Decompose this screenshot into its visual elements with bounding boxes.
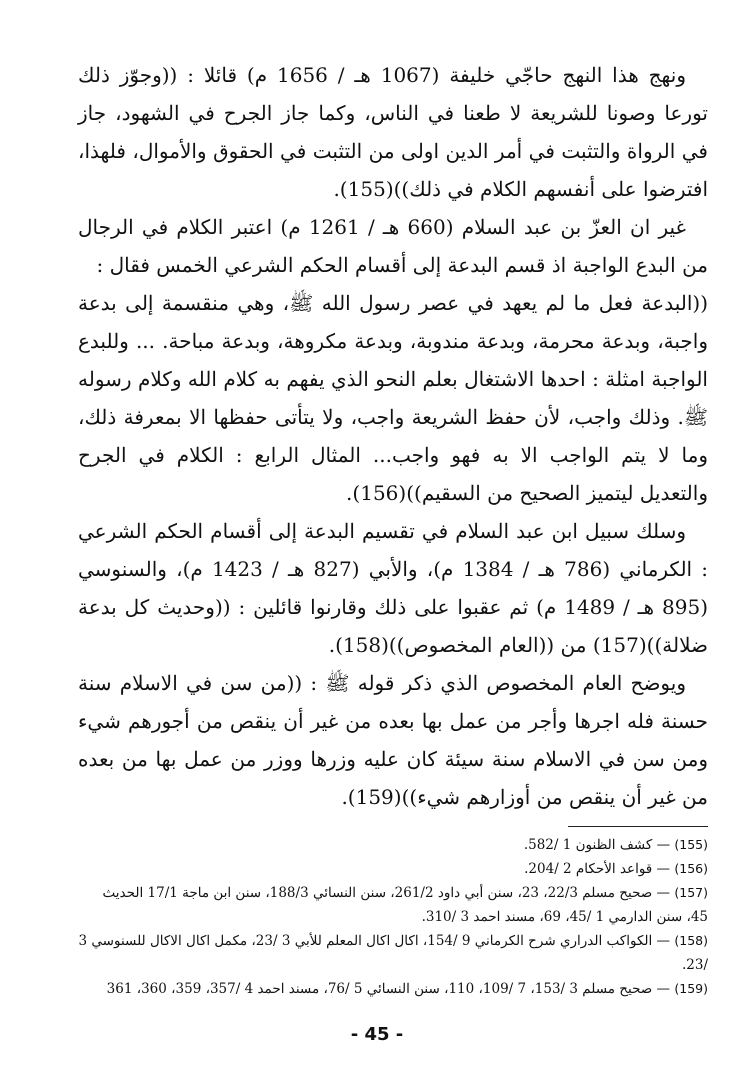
paragraph-5: ويوضح العام المخصوص الذي ذكر قوله ﷺ : ((من سن في الاسلام سنة حسنة فله اجرها وأجر من عمل بها بعده من غير أن ينقص من أجورهم شيء ومن سن في الاسلام سنة سيئة كان عليه وزرها ووزر من عمل بها من بعده من غير أن ينقص من أوزارهم شيء))(159).	[78, 671, 708, 809]
paragraph-4: وسلك سبيل ابن عبد السلام في تقسيم البدعة إلى أقسام الحكم الشرعي : الكرماني (786 هـ / 1384 م)، والأبي (827 هـ / 1423 م)، والسنوسي (895 هـ / 1489 م) ثم عقبوا على ذلك وقارنوا قائلين : ((وحديث كل بدعة ضلالة))(157) من ((العام المخصوص))(158).	[78, 519, 709, 657]
footnote-text: — صحيح مسلم 3 /153، 7 /109، 110، سنن النسائي 5 /76، مسند احمد 4 /357، 359، 360، 361	[106, 981, 671, 997]
paragraph-2: غير ان العزّ بن عبد السلام (660 هـ / 1261 م) اعتبر الكلام في الرجال من البدع الواجبة اذ قسم البدعة إلى أقسام الحكم الشرعي الخمس فقال :	[78, 215, 708, 277]
footnote-number: (157)	[674, 885, 708, 900]
footnote-155	[78, 833, 708, 857]
footnote-divider	[568, 826, 708, 827]
footnotes	[78, 833, 708, 1001]
footnote-157	[78, 881, 708, 929]
paragraph-1: ونهج هذا النهج حاجّي خليفة (1067 هـ / 1656 م) قائلا : ((وجوّز ذلك تورعا وصونا للشريعة لا طعنا في الناس، وكما جاز الجرح في الشهود، جاز في الرواة والتثبت في أمر الدين اولى من التثبت في الحقوق والأموال، فلهذا، افترضوا على أنفسهم الكلام في ذلك))(155).	[78, 63, 708, 201]
footnote-number: (159)	[674, 981, 708, 996]
paragraph-3-quote: ((البدعة فعل ما لم يعهد في عصر رسول الله ﷺ، وهي منقسمة إلى بدعة واجبة، وبدعة محرمة، وبدعة مندوبة، وبدعة مكروهة، وبدعة مباحة. ... وللبدع الواجبة امثلة : احدها الاشتغال بعلم النحو الذي يفهم به كلام الله وكلام رسوله ﷺ. وذلك واجب، لأن حفظ الشريعة واجب، ولا يتأتى حفظها الا بمعرفة ذلك، وما لا يتم الواجب الا به فهو واجب... المثال الرابع : الكلام في الجرح والتعديل ليتميز الصحيح من السقيم))(156).	[78, 291, 708, 505]
page-body	[78, 56, 708, 1001]
footnote-number: (155)	[674, 837, 708, 852]
page-number: - 45 -	[350, 1024, 404, 1045]
footnote-text: — الكواكب الدراري شرح الكرماني 9 /154، اكال اكال المعلم للأبي 3 /23، مكمل اكال الاكال للسنوسي 3 /23.	[78, 933, 708, 973]
footnote-number: (156)	[674, 861, 708, 876]
footnote-text: — صحيح مسلم 22/3، 23، سنن أبي داود 261/2، سنن النسائي 188/3، سنن ابن ماجة 17/1 الحديث 45، سنن الدارمي 1 /45، 69، مسند احمد 3 /310.	[102, 885, 708, 925]
footnote-158	[78, 929, 708, 977]
footnote-number: (158)	[674, 933, 708, 948]
footnote-text: — قواعد الأحكام 2 /204.	[524, 861, 671, 877]
footnote-159	[78, 977, 708, 1001]
footnote-156	[78, 857, 708, 881]
footnote-text: — كشف الظنون 1 /582.	[523, 837, 671, 853]
